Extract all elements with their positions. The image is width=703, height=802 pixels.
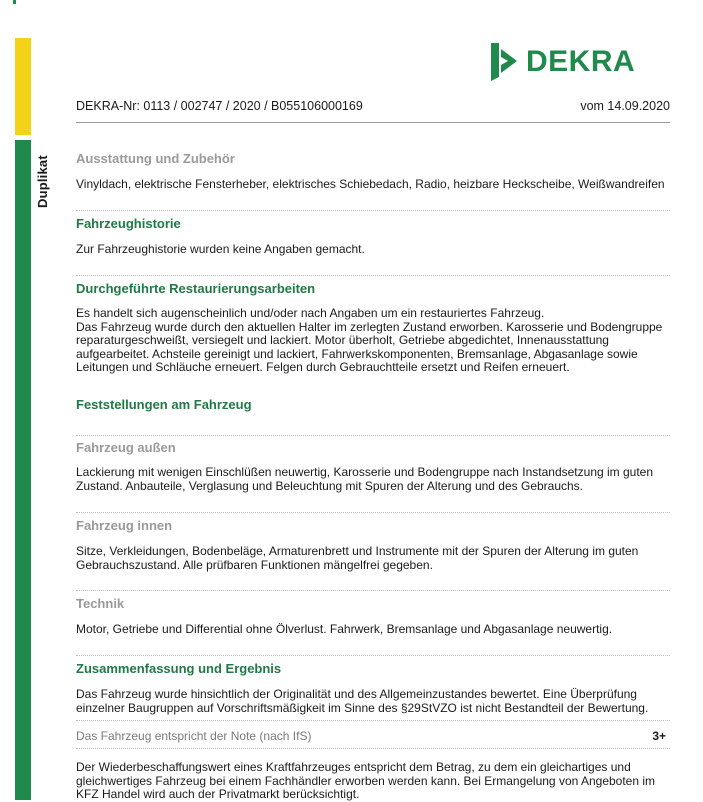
- section-title-exterior: Fahrzeug außen: [76, 440, 176, 455]
- section-title-findings: Feststellungen am Fahrzeug: [76, 397, 252, 412]
- divider: [76, 720, 670, 721]
- divider: [76, 512, 670, 513]
- text-line: Sitze, Verkleidungen, Bodenbeläge, Armaturenbrett und Instrumente mit der Spuren der Alterung im guten: [76, 544, 639, 558]
- divider: [76, 210, 670, 211]
- dekra-logo-text: DEKRA: [526, 45, 636, 78]
- text-line: Gebrauchszustand. Alle prüfbaren Funktionen mängelfrei gegeben.: [76, 557, 433, 572]
- divider: [76, 655, 670, 656]
- text-line: KFZ Handel wird auch der Privatmarkt berücksichtigt.: [76, 787, 360, 801]
- section-title-history: Fahrzeughistorie: [76, 216, 181, 231]
- dekra-reference-number: DEKRA-Nr: 0113 / 002747 / 2020 / B055106000169: [76, 99, 363, 113]
- text-line: Der Wiederbeschaffungswert eines Kraftfahrzeuges entspricht dem Betrag, zu dem ein gleichartiges und: [76, 760, 631, 774]
- reference-row: [76, 99, 670, 113]
- section-title-interior: Fahrzeug innen: [76, 518, 173, 533]
- text-line: aufgearbeitet. Achsteile gereinigt und lackiert, Fahrwerkskomponenten, Bremsanlage, Abgasanlage sowie: [76, 346, 638, 361]
- text-line: Lackierung mit wenigen Einschlüßen neuwertig, Karosserie und Bodengruppe nach Instandsetzung im guten: [76, 465, 654, 479]
- section-title-equipment: Ausstattung und Zubehör: [76, 151, 235, 166]
- history-text: Zur Fahrzeughistorie wurden keine Angaben gemacht.: [76, 242, 365, 256]
- section-title-summary: Zusammenfassung und Ergebnis: [76, 661, 282, 676]
- equipment-text: Vinyldach, elektrische Fensterheber, elektrisches Schiebedach, Radio, heizbare Heckscheibe, Weißwandreifen: [76, 177, 665, 191]
- divider: [76, 590, 670, 591]
- replacement-value-text: [76, 761, 670, 802]
- text-line: reparaturgeschweißt, versiegelt und lackiert. Motor überholt, Getriebe abgedichtet, Innenausstattung: [76, 333, 609, 347]
- text-line: gleichwertiges Fahrzeug bei einem Fachhändler erworben werden kann. Bei Ermangelung von Angeboten im: [76, 773, 656, 788]
- exterior-text: [76, 466, 670, 493]
- text-line: Leitungen und Schläuche erneuert. Felgen durch Gebrauchtteile ersetzt und Reifen erneuert.: [76, 360, 570, 374]
- restoration-text: [76, 307, 670, 375]
- duplicate-stamp: Duplikat: [35, 155, 50, 208]
- grade-label: Das Fahrzeug entspricht der Note (nach IfS): [76, 729, 312, 743]
- summary-text: [76, 688, 670, 715]
- text-line: Das Fahrzeug wurde durch den aktuellen Halter im zerlegten Zustand erworben. Karosserie und Bodengruppe: [76, 319, 663, 334]
- section-title-technology: Technik: [76, 596, 125, 611]
- text-line: Es handelt sich augenscheinlich und/oder nach Angaben um ein restauriertes Fahrzeug.: [76, 306, 545, 320]
- dekra-logo: [488, 42, 635, 82]
- grade-value: 3+: [652, 729, 666, 743]
- text-line: Zustand. Anbauteile, Verglasung und Beleuchtung mit Spuren der Alterung und des Gebrauchs.: [76, 478, 584, 493]
- interior-text: [76, 545, 670, 572]
- report-date: vom 14.09.2020: [580, 99, 670, 113]
- text-line: einzelner Baugruppen auf Vorschriftsmäßigkeit im Sinne des §29StVZO ist nicht Bestandteil der Bewertung.: [76, 700, 649, 715]
- divider: [76, 748, 670, 749]
- divider: [76, 435, 670, 436]
- text-line: Das Fahrzeug wurde hinsichtlich der Originalität und des Allgemeinzustandes bewertet. Eine Überprüfung: [76, 687, 637, 701]
- divider: [76, 275, 670, 276]
- sidebar-accent-green: [15, 140, 31, 800]
- technology-text: Motor, Getriebe und Differential ohne Ölverlust. Fahrwerk, Bremsanlage und Abgasanlage neuwertig.: [76, 622, 613, 636]
- dekra-logo-icon: [488, 43, 518, 81]
- header-divider: [76, 122, 670, 123]
- top-edge-mark: [13, 0, 16, 4]
- sidebar-accent-yellow: [15, 38, 31, 135]
- section-title-restoration: Durchgeführte Restaurierungsarbeiten: [76, 281, 316, 296]
